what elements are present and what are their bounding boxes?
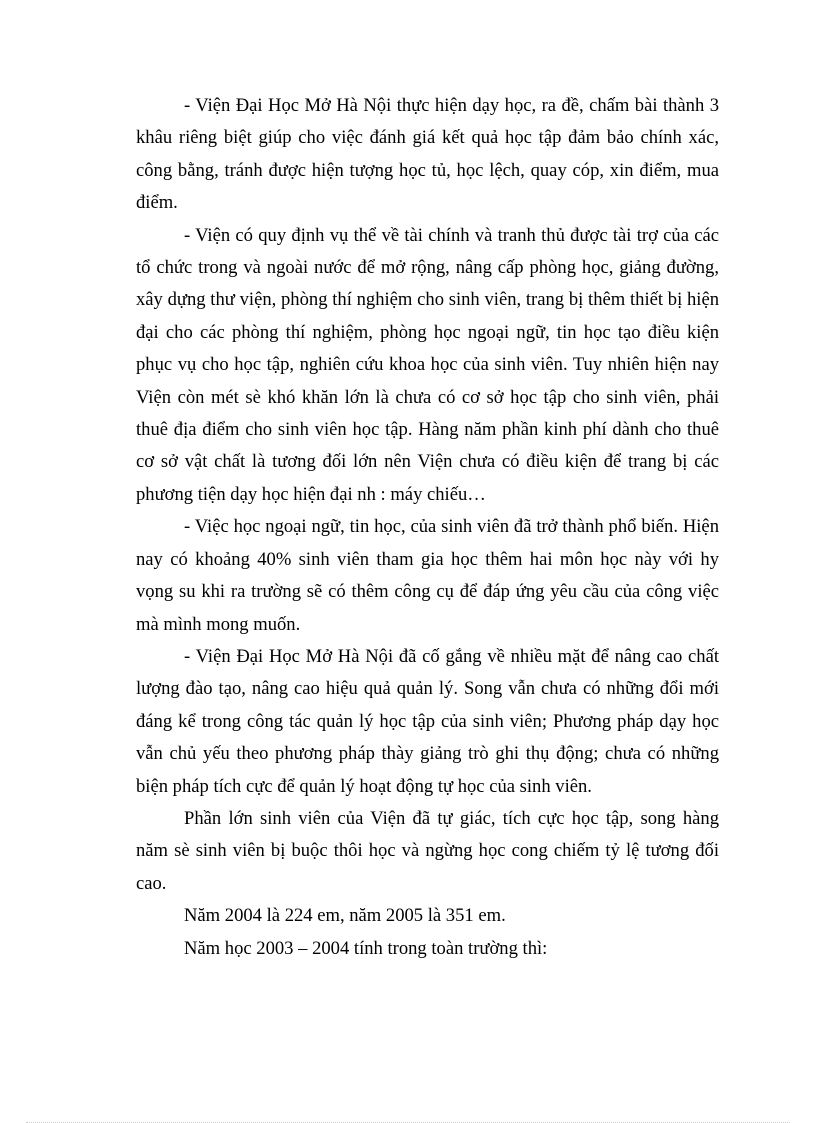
paragraph-language-it: - Việc học ngoại ngữ, tin học, của sinh viên đã trở thành phổ biến. Hiện nay có khoảng 40% sinh viên tham gia học thêm hai môn học này với hy vọng su khi ra trường sẽ có thêm công cụ để đáp ứng yêu cầu của công việc mà mình mong muốn. bbox=[136, 516, 719, 635]
paragraph-school-year: Năm học 2003 – 2004 tính trong toàn trường thì: bbox=[184, 937, 548, 959]
paragraph-yearly-counts: Năm 2004 là 224 em, năm 2005 là 351 em. bbox=[184, 905, 506, 927]
paragraph-finance-facilities: - Viện có quy định vụ thể về tài chính và tranh thủ được tài trợ của các tổ chức trong và ngoài nước để mở rộng, nâng cấp phòng học, giảng đường, xây dựng thư viện, phòng thí nghiệm cho sinh viên, trang bị thêm thiết bị hiện đại cho các phòng thí nghiệm, phòng học ngoại ngữ, tin học tạo điều kiện phục vụ cho học tập, nghiên cứu khoa học của sinh viên. Tuy nhiên hiện nay Viện còn mét sè khó khăn lớn là chưa có cơ sở học tập cho sinh viên, phải thuê địa điểm cho sinh viên học tập. Hàng năm phần kinh phí dành cho thuê cơ sở vật chất là tương đối lớn nên Viện chưa có điều kiện để trang bị các phương tiện dạy học hiện đại nh : máy chiếu… bbox=[136, 224, 719, 505]
paragraph-exam-separation: - Viện Đại Học Mở Hà Nội thực hiện dạy học, ra đề, chấm bài thành 3 khâu riêng biệt giúp cho việc đánh giá kết quả học tập đảm bảo chính xác, công bằng, tránh được hiện tượng học tủ, học lệch, quay cóp, xin điểm, mua điểm. bbox=[136, 95, 719, 214]
paragraph-student-dropout: Phần lớn sinh viên của Viện đã tự giác, tích cực học tập, song hàng năm sè sinh viên bị buộc thôi học và ngừng học cong chiếm tỷ lệ tương đối cao. bbox=[136, 807, 719, 894]
paragraph-management-quality: - Viện Đại Học Mở Hà Nội đã cố gắng về nhiều mặt để nâng cao chất lượng đào tạo, nâng cao hiệu quả quản lý. Song vẫn chưa có những đổi mới đáng kể trong công tác quản lý học tập của sinh viên; Phương pháp dạy học vẫn chủ yếu theo phương pháp thày giảng trò ghi thụ động; chưa có những biện pháp tích cực để quản lý hoạt động tự học của sinh viên. bbox=[136, 645, 719, 797]
document-body bbox=[136, 90, 719, 965]
